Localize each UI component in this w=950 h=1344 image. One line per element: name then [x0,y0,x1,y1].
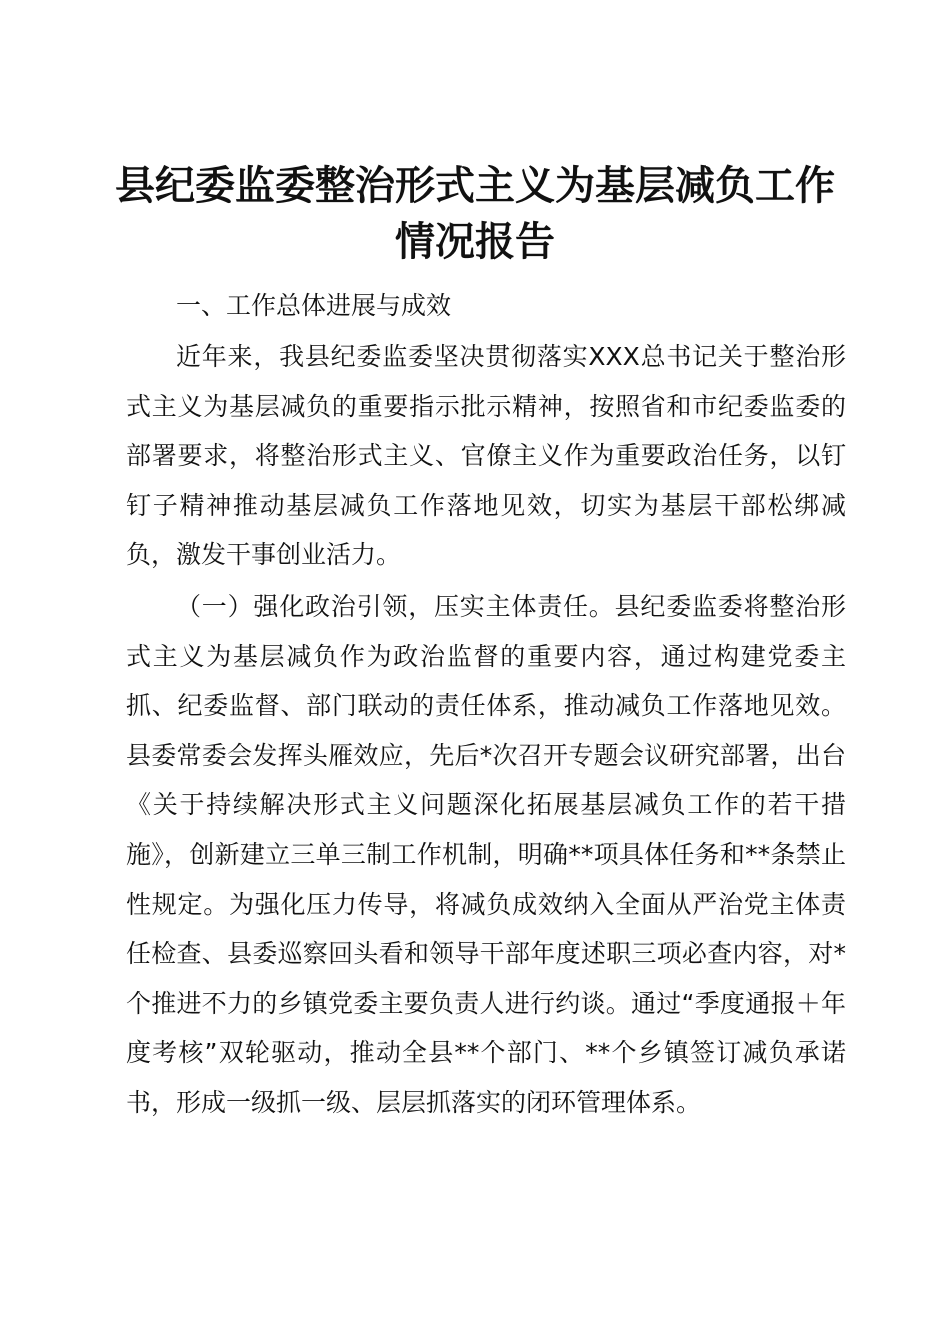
document-body [126,280,846,1128]
paragraph-intro: 近年来，我县纪委监委坚决贯彻落实XXX总书记关于整治形式主义为基层减负的重要指示批示精神，按照省和市纪委监委的部署要求，将整治形式主义、官僚主义作为重要政治任务，以钉钉子精神推动基层减负工作落地见效，切实为基层干部松绑减负，激发干事创业活力。 [126,342,846,570]
paragraph-section-1: （一）强化政治引领，压实主体责任。县纪委监委将整治形式主义为基层减负作为政治监督的重要内容，通过构建党委主抓、纪委监督、部门联动的责任体系，推动减负工作落地见效。县委常委会发挥头雁效应，先后*次召开专题会议研究部署，出台《关于持续解决形式主义问题深化拓展基层减负工作的若干措施》，创新建立三单三制工作机制，明确**项具体任务和**条禁止性规定。为强化压力传导，将减负成效纳入全面从严治党主体责任检查、县委巡察回头看和领导干部年度述职三项必查内容，对*个推进不力的乡镇党委主要负责人进行约谈。通过“季度通报＋年度考核”双轮驱动，推动全县**个部门、**个乡镇签订减负承诺书，形成一级抓一级、层层抓落实的闭环管理体系。 [126,591,846,1117]
section-heading: 一、工作总体进展与成效 [176,291,452,320]
document-title: 县纪委监委整治形式主义为基层减负工作情况报告 [115,162,835,265]
